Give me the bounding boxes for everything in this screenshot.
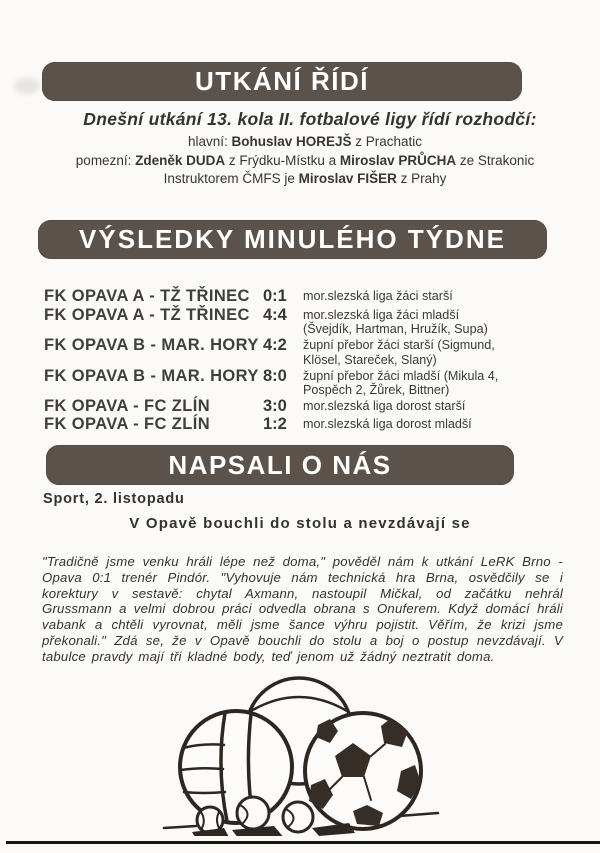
results-table [44,287,584,433]
match-score: 3:0 [263,397,287,416]
referees-lines [10,133,600,189]
press-source: Sport, 2. listopadu [43,491,185,507]
referee-line-main: hlavní: Bohuslav HOREJŠ z Prachatic [187,134,423,149]
match-league [303,287,584,303]
tennis-ball-icon [237,797,269,829]
match-teams: FK OPAVA - FC ZLÍN [44,415,211,434]
press-article-text: "Tradičně jsme venku hráli lépe než doma," pověděl nám k utkání LeRK Brno - Opava 0:1 trenér Pindór. "Vyhovuje nám technická hra Brna, osvědčily se i korektury v sestavě: chytal Axmann, nastoupil Mičkal, od začátku nehrál Grussmann a velmi dobrou práci odvedla obrana s Onuferem. Když domácí hráli vabank a chtěli vyrovnat, měli jsme šance výhru pojistit. Věřím, že krizi jsme překonali." Zdá se, že v Opavě bouchli do stolu a boj o postup nevzdávají. V tabulce pravdy mají tři kladné body, teď jenom už žádný neztratit doma. [42,554,563,664]
match-teams: FK OPAVA A - TŽ TŘINEC [44,287,250,305]
match-league [303,306,584,336]
league-line1: mor.slezská liga žáci starší [303,289,453,303]
match-league [303,397,584,413]
scan-smudge [14,78,40,94]
league-line1: mor.slezská liga dorost starší [303,399,466,414]
results-section-banner [38,220,547,259]
result-row [44,306,584,336]
league-line2: Pospěch 2, Žůrek, Bittner) [303,383,450,398]
results-section-title: VÝSLEDKY MINULÉHO TÝDNE [79,224,506,254]
match-teams: FK OPAVA - FC ZLÍN [44,397,211,416]
league-line1: mor.slezská liga dorost mladší [303,417,472,432]
match-score: 4:2 [263,336,287,355]
league-line1: župní přebor žáci starší (Sigmund, [303,338,495,353]
result-row [44,415,584,433]
league-line1: župní přebor žáci mladší (Mikula 4, [303,368,499,383]
match-league [303,367,584,397]
press-section-title: NAPSALI O NÁS [168,450,392,480]
result-row [44,336,584,366]
referees-section-banner [42,62,522,101]
referees-section-title: UTKÁNÍ ŘÍDÍ [195,66,369,96]
tennis-ball-icon [283,802,313,832]
match-teams: FK OPAVA B - MAR. HORY [44,336,259,355]
match-teams: FK OPAVA B - MAR. HORY [44,366,259,385]
match-league [303,415,584,431]
match-score: 4:4 [263,306,287,324]
press-section-banner [46,445,514,485]
volleyball-icon [180,711,292,823]
league-line2: Klösel, Stareček, Slaný) [303,352,437,367]
match-score: 8:0 [263,366,287,385]
result-row [44,367,584,397]
match-league [303,336,584,366]
match-score: 0:1 [263,287,287,305]
press-headline: V Opavě bouchli do stolu a nevzdávají se [129,515,471,532]
match-score: 1:2 [263,415,287,434]
page-edge-line [6,841,600,844]
match-teams: FK OPAVA A - TŽ TŘINEC [44,306,250,324]
referees-subtitle: Dnešní utkání 13. kola II. fotbalové ligy řídí rozhodčí: [83,109,537,129]
result-row [44,287,584,305]
referee-line-assistants: pomezní: Zdeněk DUDA z Frýdku-Místku a Miroslav PRŮCHA ze Strakonic [75,152,535,168]
league-line2: (Švejdík, Hartman, Hružík, Supa) [303,322,488,337]
sports-balls-illustration [152,670,444,836]
league-line1: mor.slezská liga žáci mladší [303,308,460,322]
soccer-ball-icon [305,713,421,829]
referee-line-instructor: Instruktorem ČMFS je Miroslav FIŠER z Prahy [163,171,447,186]
result-row [44,397,584,415]
